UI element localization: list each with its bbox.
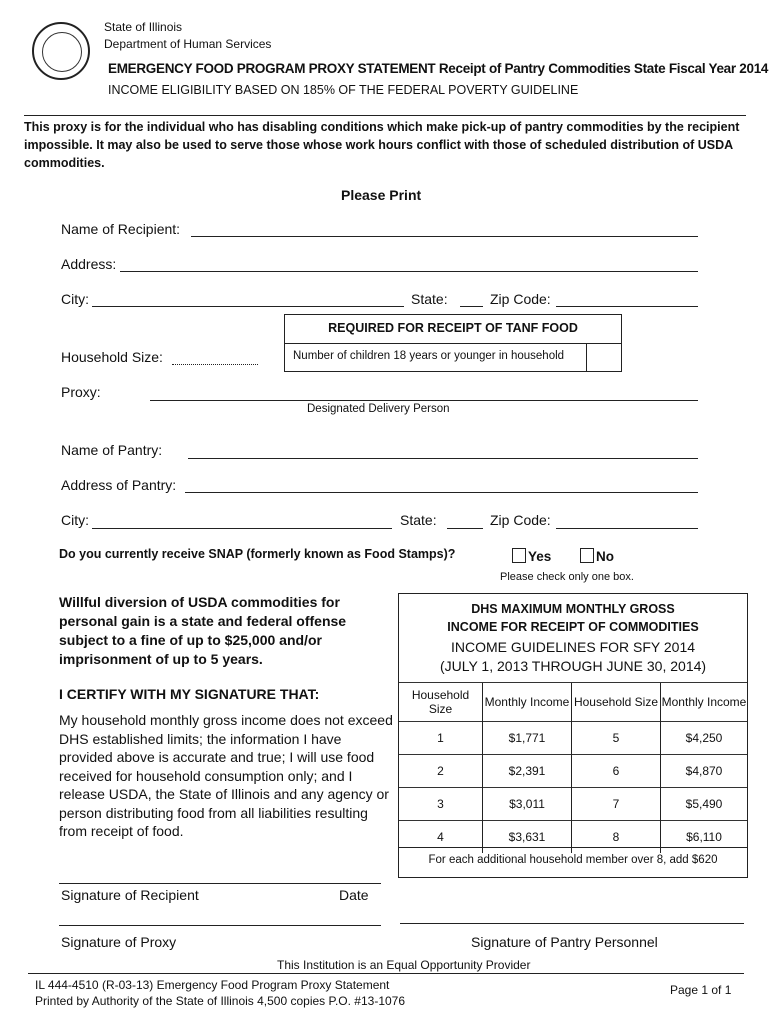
- income-title-4: (JULY 1, 2013 THROUGH JUNE 30, 2014): [439, 658, 707, 674]
- recipient-address-field[interactable]: [120, 271, 698, 272]
- agency-line-2: Department of Human Services: [104, 37, 272, 51]
- snap-note: Please check only one box.: [500, 571, 634, 583]
- cell-size: 4: [399, 821, 483, 854]
- intro-text: This proxy is for the individual who has disabling conditions which make pick-up of pantry commodities by the recipient impossible. It may also be used to serve those whose work hours conflict with those of scheduled distribution of USDA commodities.: [24, 120, 740, 170]
- proxy-signature-label: Signature of Proxy: [61, 934, 177, 950]
- state-seal: [32, 22, 90, 80]
- cell-size: 3: [399, 788, 483, 821]
- cell-size: 1: [399, 722, 483, 755]
- recipient-city-field[interactable]: [92, 306, 404, 307]
- recipient-city-label: City:: [61, 291, 89, 307]
- income-title-1: DHS MAXIMUM MONTHLY GROSS: [471, 602, 675, 616]
- table-row: [399, 755, 747, 788]
- pantry-state-field[interactable]: [447, 528, 483, 529]
- cell-size: 6: [572, 755, 661, 788]
- please-print: Please Print: [341, 187, 422, 203]
- snap-yes-label: Yes: [528, 549, 552, 564]
- recipient-state-field[interactable]: [460, 306, 483, 307]
- income-table: [399, 682, 747, 853]
- certify-body: My household monthly gross income does not exceed DHS established limits; the information I have provided above is accurate and true; I will use food received for household consumption only; and I release USDA, the State of Illinois and any agency or person distributing food from all liabilities resulting from receipt of food.: [59, 712, 393, 839]
- cell-income: $5,490: [661, 788, 748, 821]
- income-footer-note: For each additional household member over 8, add $620: [428, 854, 718, 866]
- income-header-row: [399, 683, 747, 722]
- printed-by: Printed by Authority of the State of Illinois 4,500 copies P.O. #13-1076: [35, 994, 406, 1008]
- form-id: IL 444-4510 (R-03-13) Emergency Food Program Proxy Statement: [35, 978, 390, 992]
- date-label: Date: [339, 887, 369, 903]
- cell-income: $4,250: [661, 722, 748, 755]
- pantry-personnel-signature-field[interactable]: [400, 923, 744, 924]
- recipient-signature-label: Signature of Recipient: [61, 887, 199, 903]
- tanf-children-field[interactable]: [586, 343, 622, 371]
- cell-income: $6,110: [661, 821, 748, 854]
- seal-text: [34, 24, 35, 25]
- recipient-name-field[interactable]: [191, 236, 698, 237]
- cell-income: $2,391: [483, 755, 572, 788]
- pantry-state-label: State:: [400, 512, 437, 528]
- cell-size: 2: [399, 755, 483, 788]
- page-number: Page 1 of 1: [670, 983, 732, 997]
- household-size-field[interactable]: [172, 364, 258, 365]
- snap-question: Do you currently receive SNAP (formerly known as Food Stamps)?: [59, 547, 456, 561]
- proxy-label: Proxy:: [61, 384, 101, 400]
- certify-heading: I CERTIFY WITH MY SIGNATURE THAT:: [59, 686, 320, 702]
- snap-yes-checkbox[interactable]: [512, 548, 526, 563]
- recipient-zip-label: Zip Code:: [490, 291, 551, 307]
- seal-emblem-icon: [42, 32, 82, 72]
- income-footer-divider: [399, 847, 747, 848]
- household-size-label: Household Size:: [61, 349, 163, 365]
- cell-income: $3,011: [483, 788, 572, 821]
- income-title-2: INCOME FOR RECEIPT OF COMMODITIES: [447, 620, 699, 634]
- pantry-name-label: Name of Pantry:: [61, 442, 163, 458]
- tanf-divider: [285, 343, 621, 344]
- diversion-warning: Willful diversion of USDA commodities for personal gain is a state and federal offense subject to a fine of up to $25,000 and/or imprisonment of up to 5 years.: [59, 594, 347, 667]
- recipient-zip-field[interactable]: [556, 306, 698, 307]
- table-row: [399, 788, 747, 821]
- snap-no-checkbox[interactable]: [580, 548, 594, 563]
- header-household-size-2: Household Size: [572, 683, 661, 722]
- form-title: EMERGENCY FOOD PROGRAM PROXY STATEMENT Receipt of Pantry Commodities State Fiscal Year 2014: [108, 61, 769, 76]
- cell-size: 8: [572, 821, 661, 854]
- header-divider: [24, 115, 746, 116]
- proxy-signature-field[interactable]: [59, 925, 381, 926]
- income-table-box: [398, 593, 748, 878]
- cell-income: $3,631: [483, 821, 572, 854]
- recipient-name-label: Name of Recipient:: [61, 221, 181, 237]
- proxy-caption: Designated Delivery Person: [307, 403, 450, 415]
- recipient-signature-field[interactable]: [59, 883, 381, 884]
- pantry-address-label: Address of Pantry:: [61, 477, 177, 493]
- tanf-title: REQUIRED FOR RECEIPT OF TANF FOOD: [328, 321, 578, 335]
- cell-size: 5: [572, 722, 661, 755]
- cell-income: $4,870: [661, 755, 748, 788]
- snap-no-label: No: [596, 549, 614, 564]
- header-household-size: Household Size: [399, 683, 483, 722]
- cell-size: 7: [572, 788, 661, 821]
- table-row: [399, 821, 747, 854]
- income-title-3: INCOME GUIDELINES FOR SFY 2014: [450, 639, 696, 655]
- recipient-address-label: Address:: [61, 256, 117, 272]
- pantry-zip-label: Zip Code:: [490, 512, 551, 528]
- proxy-field[interactable]: [150, 400, 698, 401]
- snap-yes-option[interactable]: [512, 548, 551, 564]
- agency-line-1: State of Illinois: [104, 20, 183, 34]
- form-subtitle: INCOME ELIGIBILITY BASED ON 185% OF THE FEDERAL POVERTY GUIDELINE: [108, 83, 579, 97]
- equal-opportunity: This Institution is an Equal Opportunity Provider: [277, 958, 531, 972]
- table-row: [399, 722, 747, 755]
- tanf-box: [284, 314, 622, 372]
- footer-divider: [28, 973, 744, 974]
- pantry-city-field[interactable]: [92, 528, 392, 529]
- cell-income: $1,771: [483, 722, 572, 755]
- tanf-children-label: Number of children 18 years or younger in household: [293, 350, 565, 362]
- pantry-city-label: City:: [61, 512, 89, 528]
- pantry-zip-field[interactable]: [556, 528, 698, 529]
- pantry-personnel-signature-label: Signature of Pantry Personnel: [471, 934, 658, 950]
- snap-no-option[interactable]: [580, 548, 614, 564]
- pantry-name-field[interactable]: [188, 458, 698, 459]
- recipient-state-label: State:: [411, 291, 448, 307]
- pantry-address-field[interactable]: [185, 492, 698, 493]
- header-monthly-income-2: Monthly Income: [661, 683, 748, 722]
- header-monthly-income: Monthly Income: [483, 683, 572, 722]
